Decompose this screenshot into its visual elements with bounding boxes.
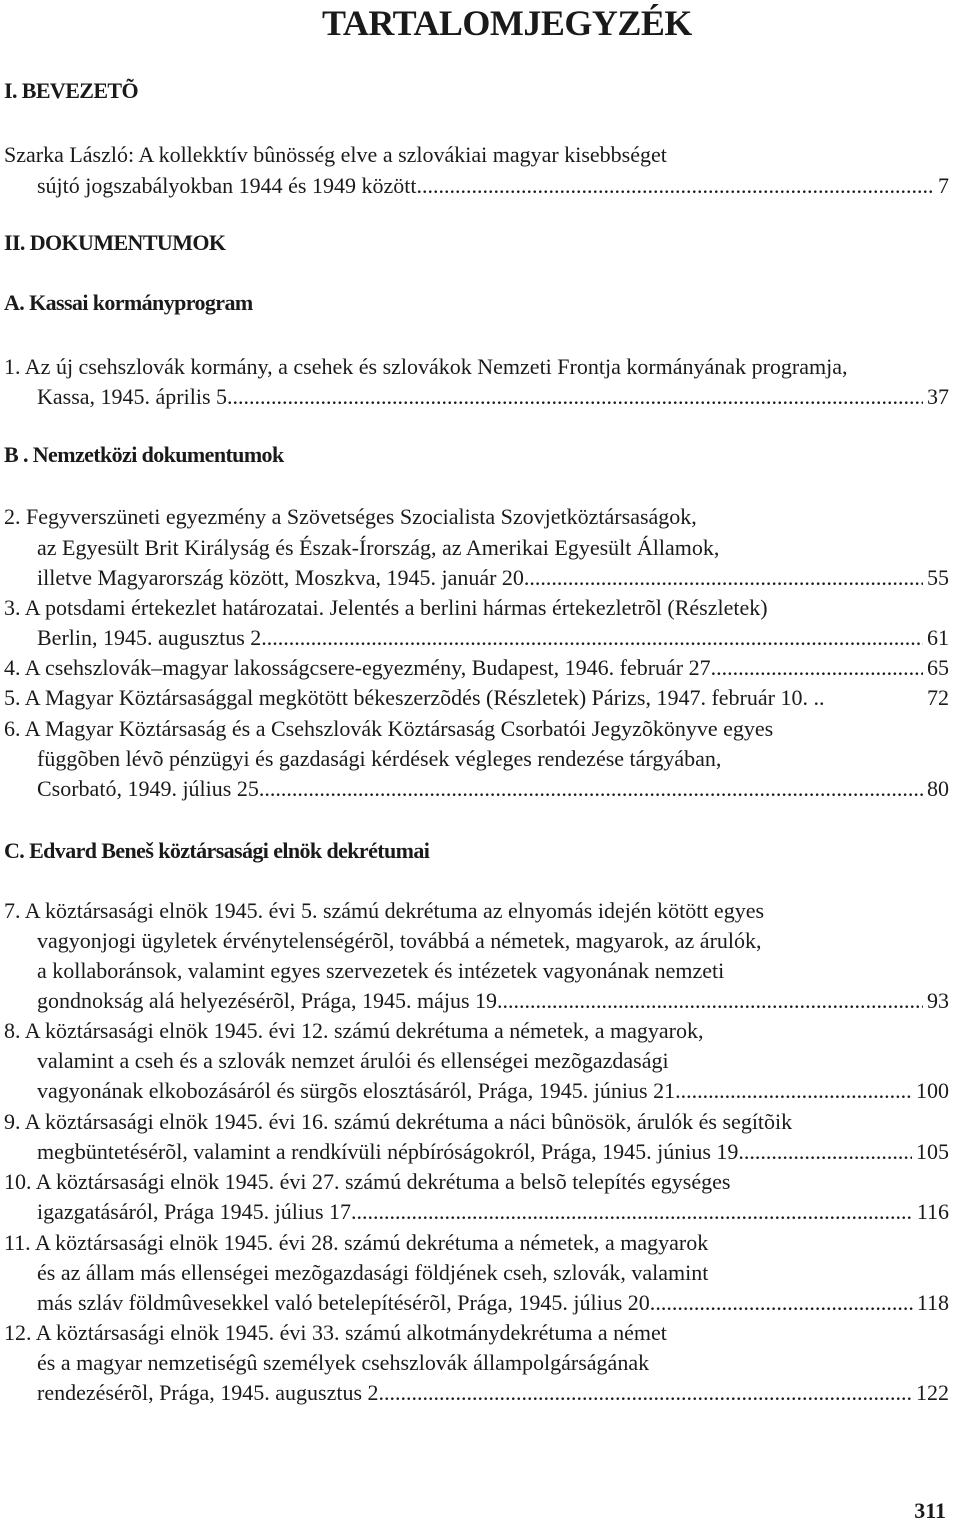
toc-entry-5	[4, 683, 949, 713]
part-heading-c: C. Edvard Beneš köztársasági elnök dekrétumai	[4, 838, 430, 863]
toc-entry-9	[37, 1137, 949, 1167]
section-heading-bevezeto: I. BEVEZETÕ	[4, 78, 139, 103]
toc-entry-6-line1: 6. A Magyar Köztársaság és a Csehszlovák Köztársaság Csorbatói Jegyzõkönyve egyes	[4, 716, 774, 741]
toc-entry-7-line3: a kollaboránsok, valamint egyes szervezetek és intézetek vagyonának nemzeti	[37, 958, 725, 983]
toc-entry-11	[37, 1288, 949, 1318]
toc-entry-6-line2: függõben lévõ pénzügyi és gazdasági kérdések végleges rendezése tárgyában,	[37, 746, 722, 771]
toc-entry-text: sújtó jogszabályokban 1944 és 1949 között	[37, 173, 417, 198]
page-number: 311	[914, 1498, 946, 1523]
toc-page-number: 93	[927, 988, 949, 1013]
dot-leader	[416, 171, 934, 201]
toc-entry-8-line2: valamint a cseh és a szlovák nemzet árulói és ellenségei mezõgazdasági	[37, 1048, 669, 1073]
toc-page-number: 122	[916, 1380, 949, 1405]
dot-leader	[529, 563, 923, 593]
toc-page-number: 7	[938, 173, 949, 198]
toc-page-number: 61	[927, 625, 949, 650]
toc-entry-6	[37, 774, 949, 804]
toc-entry-text: igazgatásáról, Prága 1945. július 17.	[37, 1199, 357, 1224]
toc-entry-12-line2: és a magyar nemzetiségû személyek csehszlovák állampolgárságának	[37, 1350, 650, 1375]
dot-leader	[267, 623, 923, 653]
section-heading-dokumentumok: II. DOKUMENTUMOK	[4, 230, 226, 255]
toc-page-number: 55	[927, 565, 949, 590]
toc-entry-text: gondnokság alá helyezésérõl, Prága, 1945. május 19.	[37, 988, 503, 1013]
toc-entry-12	[37, 1378, 949, 1408]
dot-leader	[264, 774, 923, 804]
toc-entry-text: Csorbató, 1949. július 25.	[37, 776, 265, 801]
toc-entry-11-line2: és az állam más ellenségei mezõgazdasági földjének cseh, szlovák, valamint	[37, 1260, 709, 1285]
toc-page-number: 116	[916, 1199, 949, 1224]
toc-entry-text: illetve Magyarország között, Moszkva, 1945. január 20.	[37, 565, 530, 590]
toc-page-number: 105	[916, 1139, 949, 1164]
toc-page-number: 80	[927, 776, 949, 801]
dot-leader	[744, 1137, 912, 1167]
toc-entry-2	[37, 563, 949, 593]
toc-entry-intro	[37, 171, 949, 201]
page-title: TARTALOMJEGYZÉK	[322, 3, 692, 43]
toc-entry-text: megbüntetésérõl, valamint a rendkívüli népbíróságokról, Prága, 1945. június 19.	[37, 1139, 744, 1164]
toc-entry-8-line1: 8. A köztársasági elnök 1945. évi 12. számú dekrétuma a németek, a magyarok,	[4, 1018, 704, 1043]
toc-entry-1-line1: 1. Az új csehszlovák kormány, a csehek és szlovákok Nemzeti Frontja kormányának programja,	[4, 354, 848, 379]
toc-entry-7	[37, 986, 949, 1016]
toc-entry-7-line1: 7. A köztársasági elnök 1945. évi 5. számú dekrétuma az elnyomás idején kötött egyes	[4, 898, 765, 923]
toc-entry-text: Kassa, 1945. április 5.	[37, 384, 233, 409]
toc-entry-11-line1: 11. A köztársasági elnök 1945. évi 28. számú dekrétuma a németek, a magyarok	[4, 1230, 709, 1255]
toc-entry-text: más szláv földmûvesekkel való betelepítésérõl, Prága, 1945. július 20.	[37, 1290, 656, 1315]
toc-entry-12-line1: 12. A köztársasági elnök 1945. évi 33. számú alkotmánydekrétuma a német	[4, 1320, 667, 1345]
dot-leader	[384, 1378, 912, 1408]
toc-entry-2-line2: az Egyesült Brit Királyság és Észak-Írország, az Amerikai Egyesült Államok,	[37, 535, 720, 560]
toc-entry-8	[37, 1076, 949, 1106]
toc-page-number: 118	[916, 1290, 949, 1315]
dot-leader	[357, 1197, 913, 1227]
toc-entry-2-line1: 2. Fegyverszüneti egyezmény a Szövetséges Szocialista Szovjetköztársaságok,	[4, 504, 697, 529]
toc-entry-1	[37, 382, 949, 412]
dot-leader	[716, 653, 923, 683]
toc-entry-text: vagyonának elkobozásáról és sürgõs elosztásáról, Prága, 1945. június 21.	[37, 1078, 681, 1103]
toc-page-number: 65	[927, 655, 949, 680]
toc-page-number: 72	[927, 685, 949, 710]
toc-entry-9-line1: 9. A köztársasági elnök 1945. évi 16. számú dekrétuma a náci bûnösök, árulók és segítõik	[4, 1109, 793, 1134]
dot-leader	[681, 1076, 912, 1106]
toc-page-number: 100	[916, 1078, 949, 1103]
dot-leader	[233, 382, 923, 412]
toc-entry-10	[37, 1197, 949, 1227]
toc-entry-4	[4, 653, 949, 683]
part-heading-a: A. Kassai kormányprogram	[4, 290, 253, 315]
dot-leader	[655, 1288, 913, 1318]
toc-entry-7-line2: vagyonjogi ügyletek érvénytelenségérõl, továbbá a németek, magyarok, az árulók,	[37, 928, 762, 953]
toc-entry-3-line1: 3. A potsdami értekezlet határozatai. Jelentés a berlini hármas értekezletrõl (Részletek)	[4, 595, 768, 620]
toc-page-number: 37	[927, 384, 949, 409]
toc-entry-10-line1: 10. A köztársasági elnök 1945. évi 27. számú dekrétuma a belsõ telepítés egységes	[4, 1169, 731, 1194]
toc-entry-text: rendezésérõl, Prága, 1945. augusztus 2.	[37, 1380, 385, 1405]
dot-leader	[503, 986, 923, 1016]
toc-entry-text: 5. A Magyar Köztársasággal megkötött békeszerzõdés (Részletek) Párizs, 1947. február 10. ..	[4, 685, 825, 710]
toc-entry-3	[37, 623, 949, 653]
toc-entry-intro-line1: Szarka László: A kollekktív bûnösség elve a szlovákiai magyar kisebbséget	[4, 142, 667, 167]
toc-entry-text: Berlin, 1945. augusztus 2.	[37, 625, 267, 650]
toc-entry-text: 4. A csehszlovák–magyar lakosságcsere-egyezmény, Budapest, 1946. február 27.	[4, 655, 717, 680]
part-heading-b: B . Nemzetközi dokumentumok	[4, 442, 284, 467]
